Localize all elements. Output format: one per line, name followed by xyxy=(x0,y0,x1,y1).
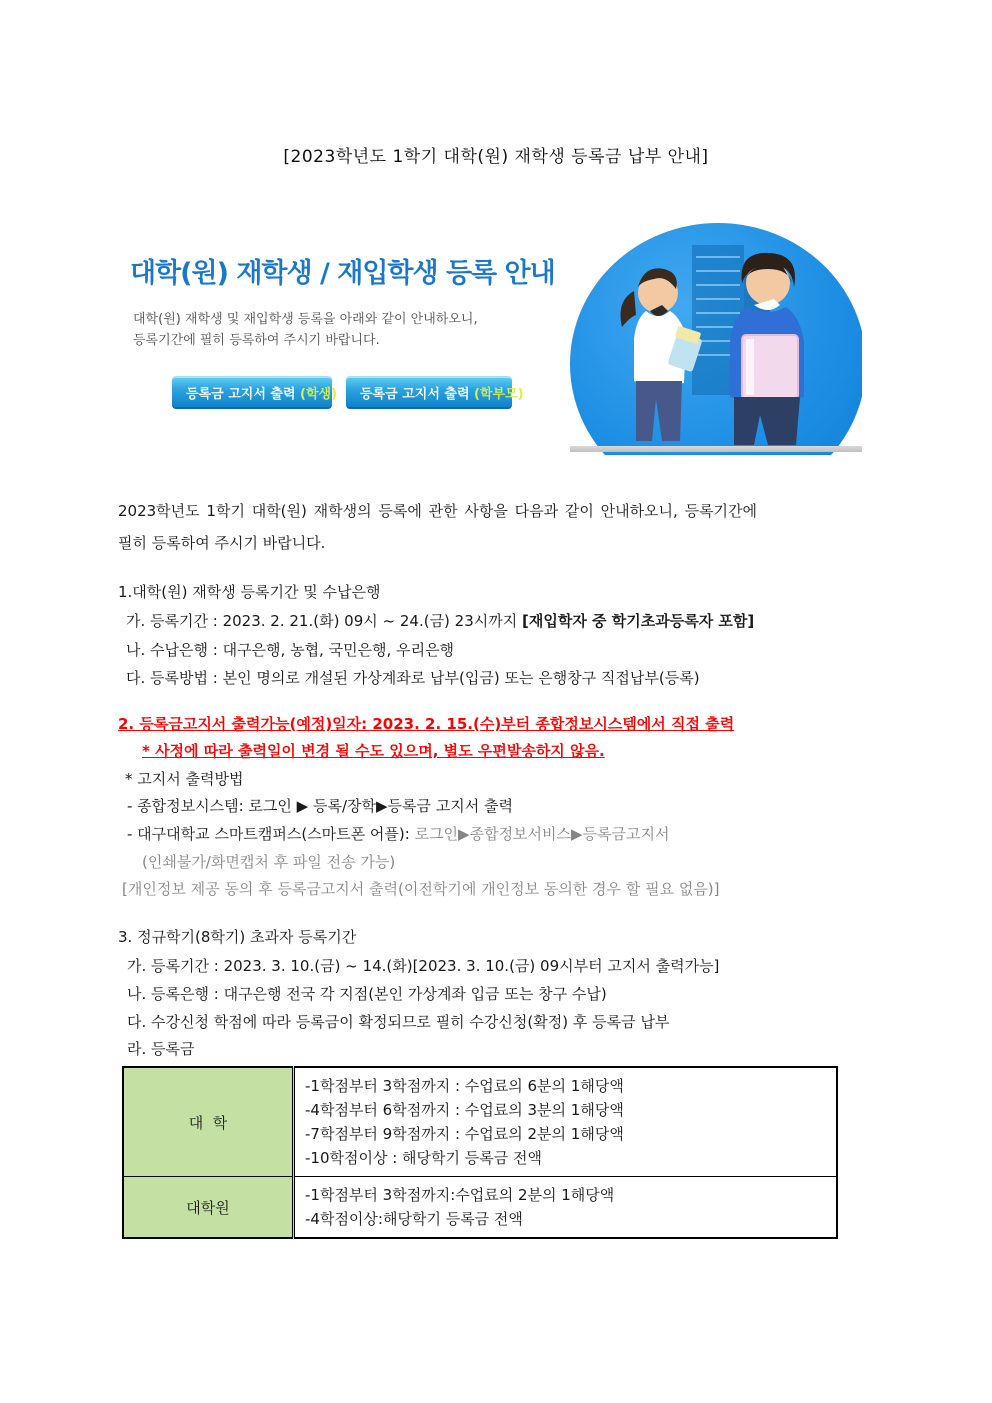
banner-subtext-line1: 대학(원) 재학생 및 재입학생 등록을 아래와 같이 안내하오니, xyxy=(133,312,478,327)
banner-headline: 대학(원) 재학생 / 재입학생 등록 안내 xyxy=(130,258,555,289)
bill-print-method-2: - 대구대학교 스마트캠퍼스(스마트폰 어플): 로그인▶종합정보서비스▶등록금고지서 xyxy=(127,825,670,843)
print-bill-parent-button[interactable] xyxy=(346,376,524,409)
section1-item-a: 가. 등록기간 : 2023. 2. 21.(화) 09시 ~ 24.(금) 23시까지 [재입학자 중 학기초과등록자 포함] xyxy=(126,612,755,630)
table-row-university xyxy=(123,1067,837,1177)
section3-item-a: 가. 등록기간 : 2023. 3. 10.(금) ~ 14.(화)[2023. 3. 10.(금) 09시부터 고지서 출력가능] xyxy=(127,957,720,975)
fee-line: -1학점부터 3학점까지 : 수업료의 6분의 1해당액 xyxy=(305,1077,624,1095)
bill-print-method-2-note: (인쇄불가/화면캡처 후 파일 전송 가능) xyxy=(142,853,396,871)
bill-print-method-title: * 고지서 출력방법 xyxy=(125,770,244,788)
fee-line: -1학점부터 3학점까지:수업료의 2분의 1해당액 xyxy=(305,1186,615,1204)
tuition-table xyxy=(122,1066,838,1239)
registration-banner xyxy=(118,215,862,455)
bill-print-method-1: - 종합정보시스템: 로그인 ▶ 등록/장학▶등록금 고지서 출력 xyxy=(127,797,513,815)
fee-line: -4학점이상:해당학기 등록금 전액 xyxy=(305,1210,523,1228)
students-illustration xyxy=(596,231,862,455)
banner-subtext-line2: 등록기간에 필히 등록하여 주시기 바랍니다. xyxy=(133,333,380,348)
category-cell-graduate: 대학원 xyxy=(123,1177,294,1239)
fee-line: -10학점이상 : 해당학기 등록금 전액 xyxy=(305,1149,542,1167)
print-bill-parent-label: 등록금 고지서 출력 xyxy=(360,387,475,402)
desc-cell-university xyxy=(294,1067,838,1177)
section2-heading: 2. 등록금고지서 출력가능(예정)일자: 2023. 2. 15.(수)부터 종합정보시스템에서 직접 출력 xyxy=(118,715,735,733)
student-girl xyxy=(621,268,703,441)
print-bill-parent-accent: (학부모) xyxy=(474,387,524,402)
print-bill-student-accent: (학생) xyxy=(300,387,338,402)
fee-line: -4학점부터 6학점까지 : 수업료의 3분의 1해당액 xyxy=(305,1101,624,1119)
page-title: [2023학년도 1학기 대학(원) 재학생 등록금 납부 안내] xyxy=(283,147,709,167)
section3-item-b: 나. 등록은행 : 대구은행 전국 각 지점(본인 가상계좌 입금 또는 창구 수납) xyxy=(127,985,607,1003)
section3-item-d: 라. 등록금 xyxy=(127,1040,195,1058)
privacy-consent-note: [개인정보 제공 동의 후 등록금고지서 출력(이전학기에 개인정보 동의한 경우 할 필요 없음)] xyxy=(122,880,720,898)
section1-item-a-bold: [재입학자 중 학기초과등록자 포함] xyxy=(522,612,755,630)
section2-note: * 사정에 따라 출력일이 변경 될 수도 있으며, 별도 우편발송하지 않음. xyxy=(142,742,605,760)
section1-item-c: 다. 등록방법 : 본인 명의로 개설된 가상계좌로 납부(입금) 또는 은행창구 직접납부(등록) xyxy=(126,669,700,687)
category-cell-university: 대 학 xyxy=(123,1067,294,1177)
section1-item-b: 나. 수납은행 : 대구은행, 농협, 국민은행, 우리은행 xyxy=(126,641,455,659)
fee-line: -7학점부터 9학점까지 : 수업료의 2분의 1해당액 xyxy=(305,1125,624,1143)
section3-heading: 3. 정규학기(8학기) 초과자 등록기간 xyxy=(118,928,357,946)
desc-cell-graduate xyxy=(294,1177,838,1239)
bill-print-method-2-path: 로그인▶종합정보서비스▶등록금고지서 xyxy=(414,825,670,843)
photo-baseline-bar xyxy=(570,446,862,452)
print-bill-student-label: 등록금 고지서 출력 xyxy=(186,387,301,402)
table-row-graduate xyxy=(123,1177,837,1239)
intro-line1: 2023학년도 1학기 대학(원) 재학생의 등록에 관한 사항을 다음과 같이 안내하오니, 등록기간에 xyxy=(118,502,758,520)
banner-subtext xyxy=(133,309,478,351)
print-bill-student-button[interactable] xyxy=(172,376,338,409)
intro-line2: 필히 등록하여 주시기 바랍니다. xyxy=(118,534,326,552)
section3-item-c: 다. 수강신청 학점에 따라 등록금이 확정되므로 필히 수강신청(확정) 후 등록금 납부 xyxy=(127,1013,670,1031)
section1-heading: 1.대학(원) 재학생 등록기간 및 수납은행 xyxy=(118,583,381,601)
